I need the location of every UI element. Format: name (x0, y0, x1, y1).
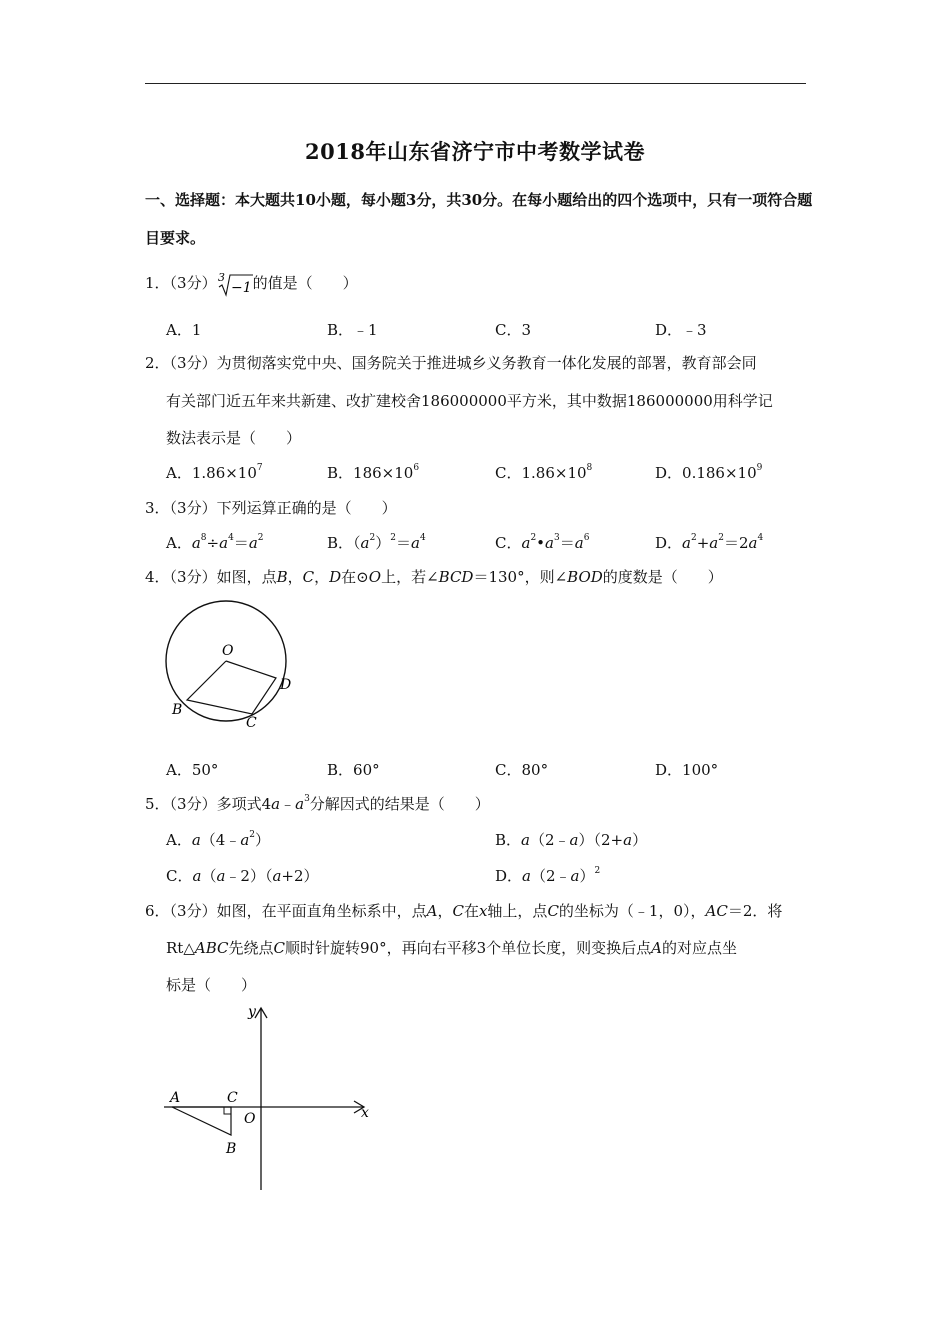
q4-option-c[interactable]: C．80° (495, 761, 549, 779)
question-2-line-1: 2．（3分）为贯彻落实党中央、国务院关于推进城乡义务教育一体化发展的部署，教育部会同 (145, 354, 757, 372)
q5-option-b[interactable]: B．a（2﹣a）（2+a） (495, 831, 648, 849)
q2-option-a[interactable]: A．$1.86\times 10^7$ (166, 463, 263, 482)
label-d: D (280, 677, 292, 693)
label-o: O (222, 643, 234, 659)
coordinate-diagram (158, 998, 378, 1198)
q5-option-a[interactable]: A．$a(4﹣a^2)$ (166, 830, 271, 849)
cube-root-expression (217, 271, 253, 297)
question-1-stem: 1．（3分） 3 −1 的值是（ ） (145, 271, 358, 296)
question-3-options (0, 532, 950, 554)
question-1-options (0, 319, 950, 341)
q3-option-a[interactable]: A．$a^8\div a^4=a^2$ (166, 533, 264, 552)
question-6-line-3: 标是（ ） (166, 976, 257, 994)
label-c: C (227, 1090, 238, 1106)
q3-option-c[interactable]: C．$a^2•a^3=a^6$ (495, 533, 590, 552)
question-5-options-row-1 (0, 829, 950, 851)
label-c: C (246, 715, 257, 731)
q1-option-b[interactable]: B．﹣1 (327, 321, 378, 339)
right-angle-mark (224, 1107, 231, 1114)
circle-diagram (158, 596, 308, 736)
q3-option-d[interactable]: D．$a^2+a^2=2a^4$ (655, 533, 764, 552)
section-heading: 一、选择题：本大题共10小题，每小题3分，共30分。在每小题给出的四个选项中，只有一项符合题目要求。 (145, 191, 813, 247)
label-b: B (226, 1141, 237, 1157)
q3-option-b[interactable]: B．$(a^2)^2=a^4$ (327, 533, 426, 552)
label-y: y (248, 1004, 256, 1020)
q5-option-d[interactable]: D．a（2﹣a）$^2$ (495, 866, 601, 885)
quadrilateral-obcd (187, 661, 276, 714)
question-4-stem: 4．（3分）如图，点B，C，D在⊙O上，若∠BCD＝130°，则∠BOD的度数是（ ） (145, 568, 723, 586)
q1-option-c[interactable]: C．3 (495, 321, 532, 339)
q1-option-a[interactable]: A．1 (166, 321, 202, 339)
question-4-options (0, 759, 950, 781)
question-5-options-row-2 (0, 865, 950, 887)
question-2-line-2: 有关部门近五年来共新建、改扩建校舍186000000平方米，其中数据186000000用科学记 (166, 392, 773, 410)
q4-option-a[interactable]: A．50° (166, 761, 219, 779)
svg-text:3: 3 (217, 271, 225, 284)
q1-option-d[interactable]: D．﹣3 (655, 321, 707, 339)
q2-option-c[interactable]: C．$1.86\times 10^8$ (495, 463, 593, 482)
q2-option-d[interactable]: D．$0.186\times 10^9$ (655, 463, 763, 482)
svg-text:−1: −1 (230, 280, 252, 296)
q5-option-c[interactable]: C．a（a﹣2）（a+2） (166, 867, 319, 885)
header-rule (145, 83, 806, 84)
q4-option-b[interactable]: B．60° (327, 761, 380, 779)
q2-option-b[interactable]: B．$186\times 10^6$ (327, 463, 420, 482)
question-6-line-2: Rt△ABC先绕点C顺时针旋转90°，再向右平移3个单位长度，则变换后点A的对应点坐 (166, 939, 737, 957)
label-x: x (361, 1105, 369, 1121)
q4-option-d[interactable]: D．100° (655, 761, 719, 779)
label-o: O (244, 1111, 256, 1127)
page-title: 2018年山东省济宁市中考数学试卷 (305, 139, 645, 164)
label-a: A (170, 1090, 181, 1106)
question-2-options (0, 462, 950, 484)
label-b: B (172, 702, 183, 718)
question-3-stem: 3．（3分）下列运算正确的是（ ） (145, 499, 397, 517)
question-5-stem: 5．（3分）多项式$4a﹣a^3$分解因式的结果是（ ） (145, 794, 490, 813)
question-6-line-1: 6．（3分）如图，在平面直角坐标系中，点A，C在x轴上，点C的坐标为（﹣1，0），AC＝2．将 (145, 902, 783, 920)
radical-sign-icon (217, 271, 253, 297)
question-2-line-3: 数法表示是（ ） (166, 429, 302, 447)
triangle-abc (172, 1107, 231, 1135)
